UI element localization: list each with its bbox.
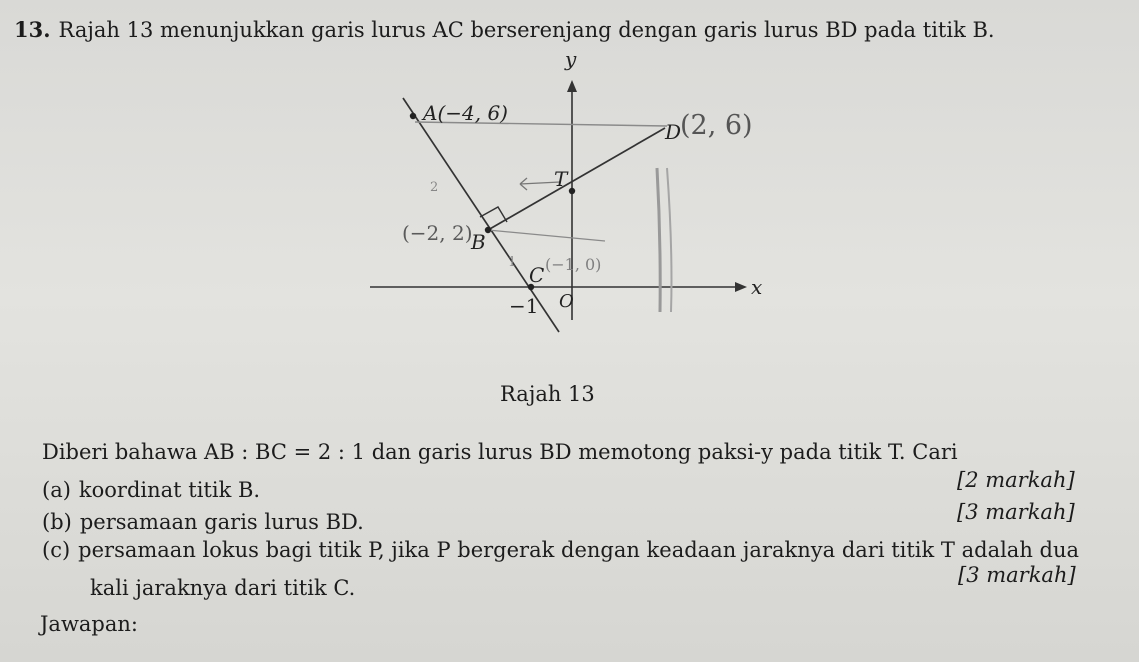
part-c [42,538,1079,562]
label-point-C: C [529,263,545,287]
point-T-dot [569,188,575,194]
part-c-label: (c) [42,538,71,562]
part-a-marks: [2 markah] [957,468,1075,492]
part-a-label: (a) [42,478,71,502]
part-b-text: persamaan garis lurus BD. [79,510,364,534]
handwritten-D-coord: (2, 6) [680,110,753,141]
pencil-line-B [488,230,605,241]
part-b-label: (b) [42,510,72,534]
handwritten-C-coord: (−1, 0) [545,255,602,274]
label-point-B: B [471,230,486,254]
label-x-axis: x [751,275,763,299]
part-c-text: persamaan lokus bagi titik P, jika P bergerak dengan keadaan jaraknya dari titik T adalah dua [78,538,1080,562]
label-x-tick: −1 [509,294,539,318]
label-origin: O [559,291,574,312]
point-A-dot [410,113,416,119]
pencil-vertical-stroke-2 [667,168,672,312]
question-intro: Rajah 13 menunjukkan garis lurus AC berserenjang dengan garis lurus BD pada titik B. [58,18,995,42]
line-BD [488,128,665,230]
handwritten-B-coord: (−2, 2) [402,221,473,245]
point-B-dot [485,227,491,233]
part-a-text: koordinat titik B. [78,478,261,502]
label-y-axis: y [565,50,577,71]
handwritten-ratio-1: 1 [508,255,517,270]
question-number: 13. [14,17,51,42]
y-axis-arrow [567,80,577,92]
part-a [42,478,260,502]
handwritten-ratio-2: 2 [430,180,439,195]
figure-diagram [355,50,775,375]
part-b-marks: [3 markah] [957,500,1075,524]
part-b [42,510,364,534]
label-point-T: T [554,167,568,191]
part-c-text-continued: kali jaraknya dari titik C. [90,576,356,600]
label-point-D: D [665,120,682,144]
figure-caption: Rajah 13 [500,382,595,406]
pencil-vertical-stroke [657,168,660,312]
x-axis-arrow [735,282,747,292]
given-statement: Diberi bahawa AB : BC = 2 : 1 dan garis lurus BD memotong paksi-y pada titik T. Cari [42,440,958,464]
part-c-marks: [3 markah] [958,563,1076,587]
question-heading [14,17,995,43]
answer-label: Jawapan: [40,612,138,636]
label-point-A: A(−4, 6) [423,101,508,125]
